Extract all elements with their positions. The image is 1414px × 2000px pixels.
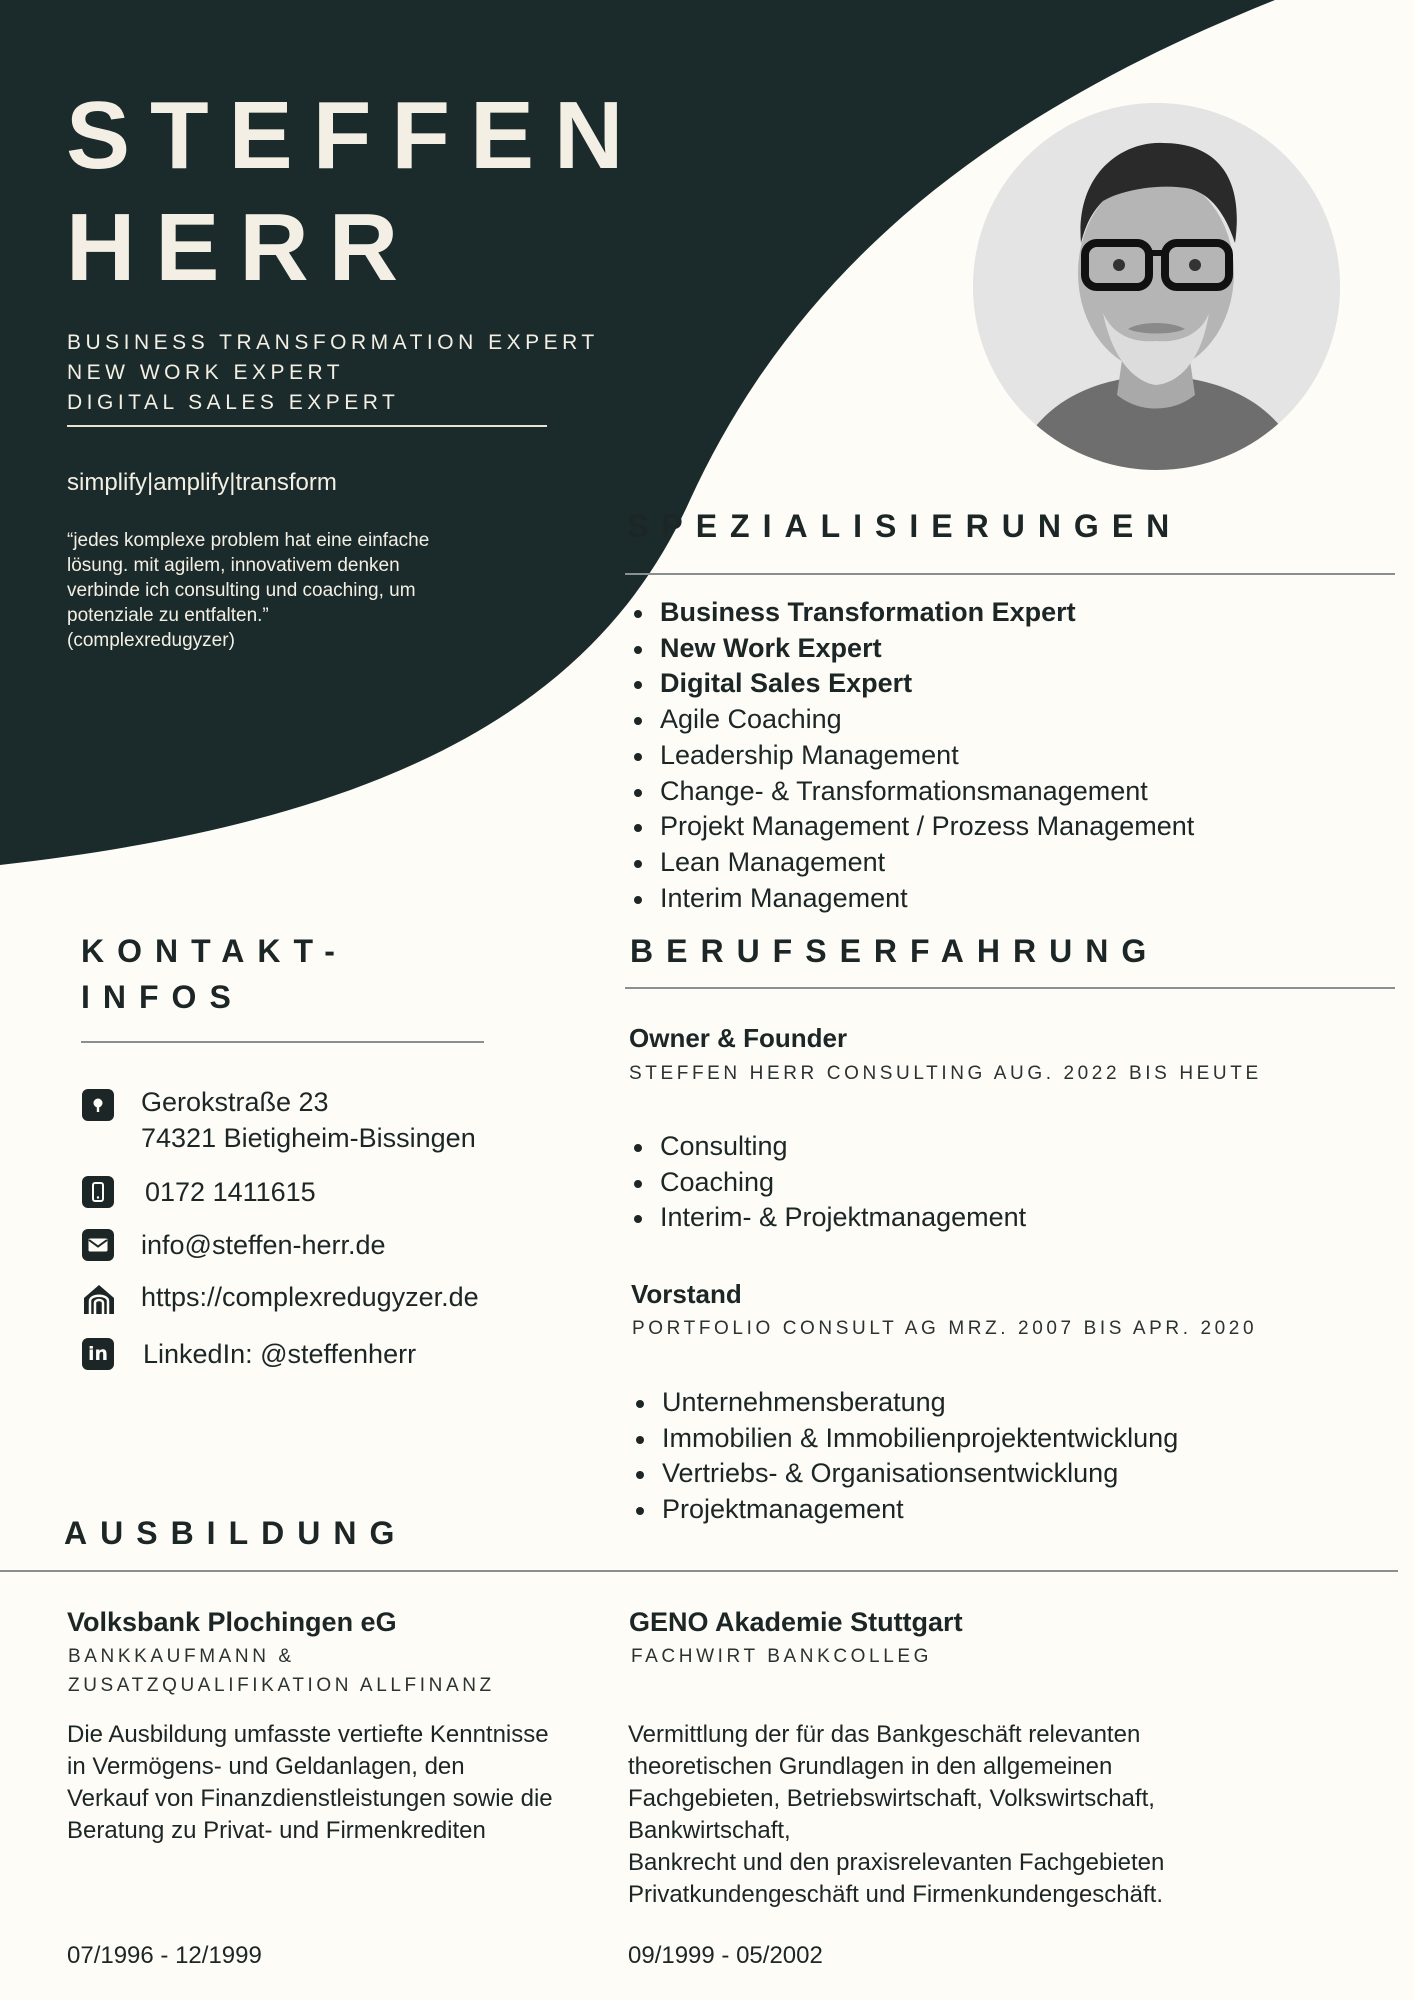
education-date: 07/1996 - 12/1999 bbox=[67, 1942, 262, 1969]
last-name: HERR bbox=[66, 194, 419, 301]
quote-line: “jedes komplexe problem hat eine einfache bbox=[67, 530, 430, 551]
education-degree-line: FACHWIRT BANKCOLLEG bbox=[631, 1646, 933, 1667]
education-degree-line: BANKKAUFMANN & bbox=[68, 1646, 295, 1667]
list-item: Immobilien & Immobilienprojektentwicklung bbox=[632, 1421, 1178, 1457]
list-item: Consulting bbox=[630, 1129, 1026, 1165]
education-institution: Volksbank Plochingen eG bbox=[67, 1607, 397, 1637]
list-item: Business Transformation Expert bbox=[630, 595, 1194, 631]
role-list bbox=[67, 328, 599, 418]
education-description-line: Vermittlung der für das Bankgeschäft relevanten bbox=[628, 1721, 1141, 1748]
education-description-line: Beratung zu Privat- und Firmenkrediten bbox=[67, 1817, 486, 1844]
job-duties-list bbox=[632, 1385, 1178, 1528]
list-item: Interim- & Projektmanagement bbox=[630, 1200, 1026, 1236]
email-link[interactable]: info@steffen-herr.de bbox=[141, 1230, 386, 1260]
list-item: Lean Management bbox=[630, 845, 1194, 881]
education-degree bbox=[68, 1642, 495, 1700]
quote-line: (complexredugyzer) bbox=[67, 630, 235, 651]
list-item: Agile Coaching bbox=[630, 702, 1194, 738]
role-item: BUSINESS TRANSFORMATION EXPERT bbox=[67, 331, 599, 354]
experience-title: BERUFSERFAHRUNG bbox=[630, 933, 1160, 969]
phone-icon bbox=[82, 1176, 114, 1208]
location-pin-icon bbox=[82, 1089, 114, 1121]
specializations-divider bbox=[625, 573, 1395, 575]
role-item: DIGITAL SALES EXPERT bbox=[67, 391, 400, 414]
phone-number[interactable]: 0172 1411615 bbox=[145, 1177, 316, 1207]
specializations-list bbox=[630, 595, 1194, 916]
education-degree-line: ZUSATZQUALIFIKATION ALLFINANZ bbox=[68, 1675, 495, 1696]
education-description-line: in Vermögens- und Geldanlagen, den bbox=[67, 1753, 465, 1780]
motto: simplify|amplify|transform bbox=[67, 469, 337, 496]
education-description-line: Bankrecht und den praxisrelevanten Fachgebieten bbox=[628, 1849, 1165, 1876]
education-institution: GENO Akademie Stuttgart bbox=[629, 1607, 963, 1637]
linkedin-icon: in bbox=[82, 1338, 114, 1370]
contact-divider bbox=[81, 1041, 484, 1043]
list-item: Leadership Management bbox=[630, 738, 1194, 774]
quote bbox=[67, 528, 507, 653]
education-description-line: Bankwirtschaft, bbox=[628, 1817, 791, 1844]
website-link[interactable]: https://complexredugyzer.de bbox=[141, 1282, 479, 1312]
profile-photo bbox=[973, 103, 1340, 470]
list-item: Vertriebs- & Organisationsentwicklung bbox=[632, 1456, 1178, 1492]
contact-title-line1: KONTAKT- bbox=[81, 933, 348, 969]
education-description-line: Die Ausbildung umfasste vertiefte Kenntnisse bbox=[67, 1721, 549, 1748]
job-title: Owner & Founder bbox=[629, 1023, 848, 1053]
education-title: AUSBILDUNG bbox=[64, 1515, 408, 1551]
quote-line: verbinde ich consulting und coaching, um bbox=[67, 580, 416, 601]
role-item: NEW WORK EXPERT bbox=[67, 361, 345, 384]
specializations-title: SPEZIALISIERUNGEN bbox=[627, 508, 1183, 544]
quote-line: potenziale zu entfalten.” bbox=[67, 605, 269, 626]
education-description bbox=[67, 1719, 553, 1847]
list-item: New Work Expert bbox=[630, 631, 1194, 667]
education-degree bbox=[631, 1642, 932, 1671]
education-description bbox=[628, 1719, 1164, 1911]
linkedin-link[interactable]: LinkedIn: @steffenherr bbox=[143, 1339, 417, 1369]
email-icon bbox=[82, 1229, 114, 1261]
list-item: Projektmanagement bbox=[632, 1492, 1178, 1528]
list-item: Interim Management bbox=[630, 881, 1194, 917]
portrait-illustration bbox=[973, 103, 1340, 470]
quote-line: lösung. mit agilem, innovativem denken bbox=[67, 555, 400, 576]
list-item: Coaching bbox=[630, 1165, 1026, 1201]
job-duties-list bbox=[630, 1129, 1026, 1236]
list-item: Change- & Transformationsmanagement bbox=[630, 774, 1194, 810]
education-description-line: Verkauf von Finanzdienstleistungen sowie die bbox=[67, 1785, 553, 1812]
header-divider bbox=[67, 425, 547, 427]
first-name: STEFFEN bbox=[66, 82, 644, 189]
address-line2: 74321 Bietigheim-Bissingen bbox=[141, 1123, 476, 1153]
website-home-icon bbox=[82, 1282, 116, 1316]
job-subtitle: STEFFEN HERR CONSULTING AUG. 2022 BIS HEUTE bbox=[629, 1063, 1262, 1084]
job-title: Vorstand bbox=[631, 1279, 742, 1309]
list-item: Digital Sales Expert bbox=[630, 666, 1194, 702]
experience-divider bbox=[625, 987, 1395, 989]
list-item: Unternehmensberatung bbox=[632, 1385, 1178, 1421]
education-description-line: Privatkundengeschäft und Firmenkundengeschäft. bbox=[628, 1881, 1163, 1908]
contact-title-line2: INFOS bbox=[81, 979, 244, 1015]
education-description-line: theoretischen Grundlagen in den allgemeinen bbox=[628, 1753, 1113, 1780]
education-date: 09/1999 - 05/2002 bbox=[628, 1942, 823, 1969]
job-subtitle: PORTFOLIO CONSULT AG MRZ. 2007 BIS APR. 2020 bbox=[632, 1318, 1258, 1339]
education-description-line: Fachgebieten, Betriebswirtschaft, Volkswirtschaft, bbox=[628, 1785, 1155, 1812]
address-line1: Gerokstraße 23 bbox=[141, 1087, 329, 1117]
list-item: Projekt Management / Prozess Management bbox=[630, 809, 1194, 845]
education-divider bbox=[0, 1570, 1398, 1572]
